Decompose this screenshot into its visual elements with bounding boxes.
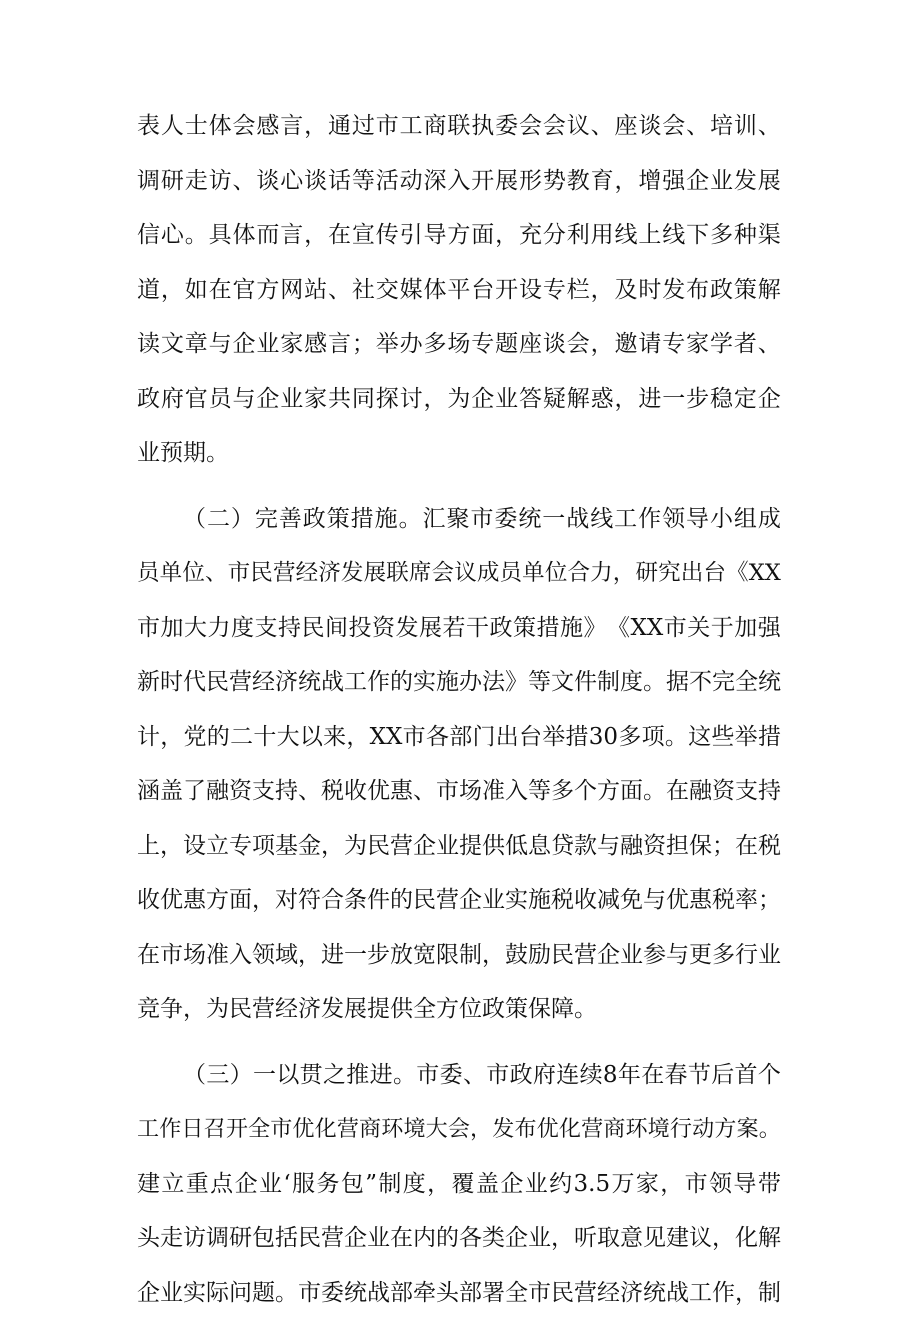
text-line: 信 心 。 具 体 而 言 ， 在 宣 传 引 导 方 面 ， 充 分 利 用 线 上 线 下 多 种 渠 [137, 208, 781, 263]
text-line: （ 二 ） 完 善 政 策 措 施 。 汇 聚 市 委 统 一 战 线 工 作 领 导 小 组 成 [137, 492, 781, 547]
paragraph-gap [137, 481, 781, 492]
text-line: 在 市 场 准 入 领 域 ， 进 一 步 放 宽 限 制 ， 鼓 励 民 营 企 业 参 与 更 多 行 业 [137, 928, 781, 983]
text-line: 道 ， 如 在 官 方 网 站 、 社 交 媒 体 平 台 开 设 专 栏 ， 及 时 发 布 政 策 解 [137, 263, 781, 318]
text-line: 业 预 期 。 [137, 426, 781, 481]
text-line: 计 ， 党 的 二 十 大 以 来 ， XX 市 各 部 门 出 台 举 措 30 多 项 。 这 些 举 措 [137, 710, 781, 765]
text-line: 工 作 日 召 开 全 市 优 化 营 商 环 境 大 会 ， 发 布 优 化 营 商 环 境 行 动 方 案 。 [137, 1102, 781, 1157]
text-line: 读 文 章 与 企 业 家 感 言 ； 举 办 多 场 专 题 座 谈 会 ， 邀 请 专 家 学 者 、 [137, 317, 781, 372]
text-line: 市 加 大 力 度 支 持 民 间 投 资 发 展 若 干 政 策 措 施 》 《 XX 市 关 于 加 强 [137, 601, 781, 656]
text-line: 调 研 走 访 、 谈 心 谈 话 等 活 动 深 入 开 展 形 势 教 育 ， 增 强 企 业 发 展 [137, 154, 781, 209]
text-line: 收 优 惠 方 面 ， 对 符 合 条 件 的 民 营 企 业 实 施 税 收 减 免 与 优 惠 税 率 ； [137, 873, 781, 928]
paragraph-gap [137, 1037, 781, 1048]
text-line: 涵 盖 了 融 资 支 持 、 税 收 优 惠 、 市 场 准 入 等 多 个 方 面 。 在 融 资 支 持 [137, 764, 781, 819]
text-line: 新 时 代 民 营 经 济 统 战 工 作 的 实 施 办 法 》 等 文 件 制 度 。 据 不 完 全 统 [137, 655, 781, 710]
text-line: 竞 争 ， 为 民 营 经 济 发 展 提 供 全 方 位 政 策 保 障 。 [137, 982, 781, 1037]
paragraph-1 [137, 99, 781, 481]
text-line: 表 人 士 体 会 感 言 ， 通 过 市 工 商 联 执 委 会 会 议 、 座 谈 会 、 培 训 、 [137, 99, 781, 154]
text-line: 员 单 位 、 市 民 营 经 济 发 展 联 席 会 议 成 员 单 位 合 力 ， 研 究 出 台 《 XX [137, 546, 781, 601]
text-line: 企 业 实 际 问 题 。 市 委 统 战 部 牵 头 部 署 全 市 民 营 经 济 统 战 工 作 ， 制 [137, 1266, 781, 1320]
text-line: 上 ， 设 立 专 项 基 金 ， 为 民 营 企 业 提 供 低 息 贷 款 与 融 资 担 保 ； 在 税 [137, 819, 781, 874]
text-line: 头 走 访 调 研 包 括 民 营 企 业 在 内 的 各 类 企 业 ， 听 取 意 见 建 议 ， 化 解 [137, 1211, 781, 1266]
text-line: （ 三 ） 一 以 贯 之 推 进 。 市 委 、 市 政 府 连 续 8 年 在 春 节 后 首 个 [137, 1048, 781, 1103]
paragraph-2 [137, 492, 781, 1037]
document-body [137, 99, 781, 1320]
text-line: 政 府 官 员 与 企 业 家 共 同 探 讨 ， 为 企 业 答 疑 解 惑 ， 进 一 步 稳 定 企 [137, 372, 781, 427]
text-line: 建 立 重 点 企 业 ‘ 服 务 包 ” 制 度 ， 覆 盖 企 业 约 3.5 万 家 ， 市 领 导 带 [137, 1157, 781, 1212]
paragraph-3 [137, 1048, 781, 1320]
